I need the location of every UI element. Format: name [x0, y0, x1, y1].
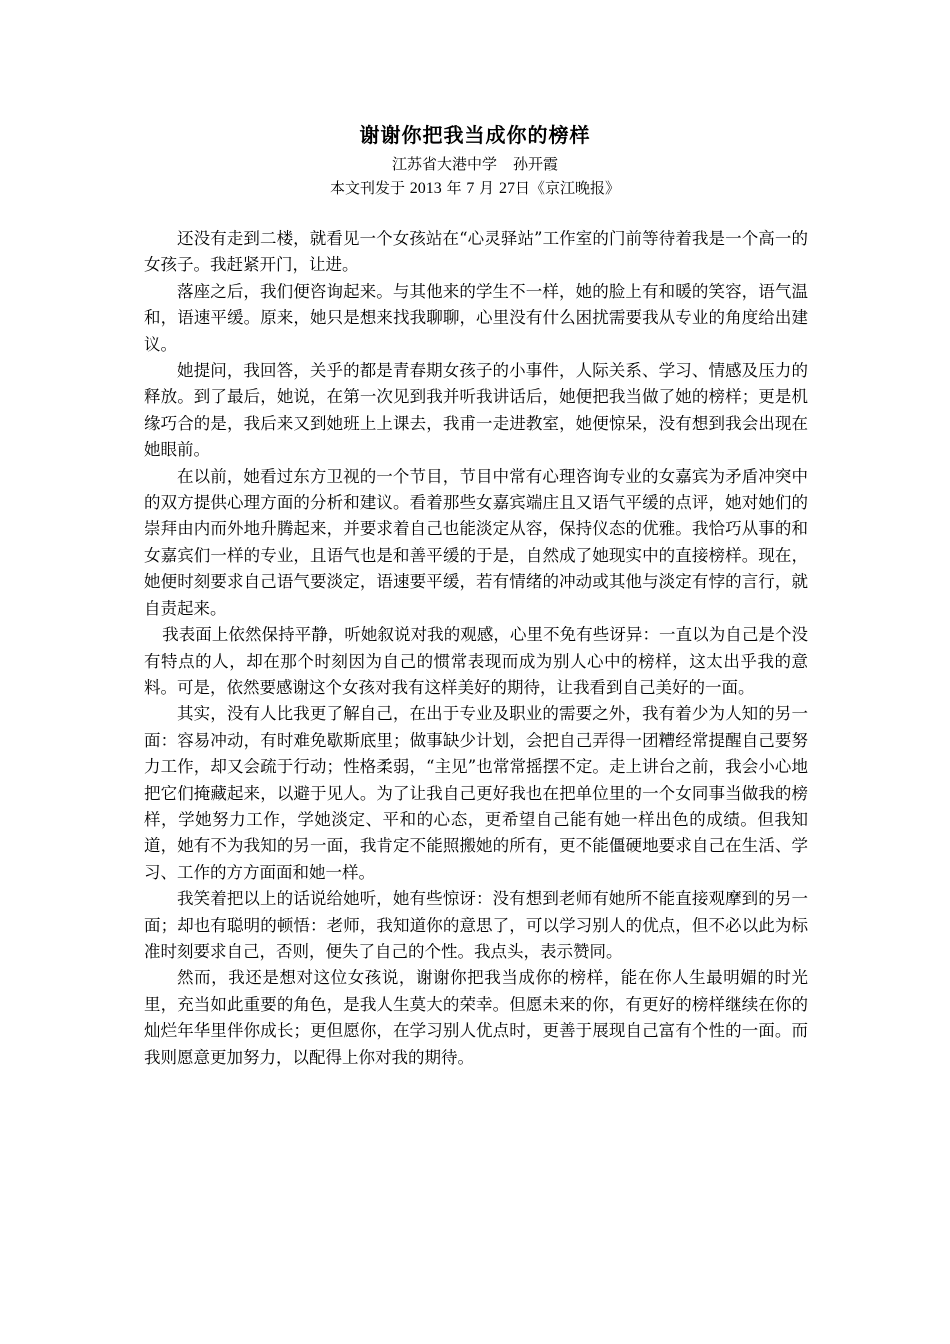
publication-month-unit: 月: [479, 179, 495, 197]
paragraph: 还没有走到二楼，就看见一个女孩站在“心灵驿站”工作室的门前等待着我是一个高一的女孩子。我赶紧开门，让进。: [144, 229, 808, 275]
author-name: 孙开霞: [513, 155, 559, 173]
publication-prefix: 本文刊发于: [330, 179, 406, 197]
publication-month: 7: [466, 180, 475, 197]
paragraph: 然而，我还是想对这位女孩说，谢谢你把我当成你的榜样，能在你人生最明媚的时光里，充当如此重要的角色，是我人生莫大的荣幸。但愿未来的你，有更好的榜样继续在你的灿烂年华里伴你成长；更但愿你，在学习别人优点时，更善于展现自己富有个性的一面。而我则愿意更加努力，以配得上你对我的期待。: [144, 968, 808, 1067]
paragraph: 落座之后，我们便咨询起来。与其他来的学生不一样，她的脸上有和暖的笑容，语气温和，语速平缓。原来，她只是想来找我聊聊，心里没有什么困扰需要我从专业的角度给出建议。: [144, 281, 808, 354]
publication-line: [0, 177, 950, 200]
publication-day: 27: [498, 180, 515, 197]
article-title: 谢谢你把我当成你的榜样: [359, 123, 591, 147]
paragraph: 其实，没有人比我更了解自己，在出于专业及职业的需要之外，我有着少为人知的另一面：容易冲动，有时难免歇斯底里；做事缺少计划，会把自己弄得一团糟经常提醒自己要努力工作，却又会疏于行动；性格柔弱，“主见”也常常摇摆不定。走上讲台之前，我会小心地把它们掩藏起来，以避于见人。为了让我自己更好我也在把单位里的一个女同事当做我的榜样，学她努力工作，学她淡定、平和的心态，更希望自己能有她一样出色的成绩。但我知道，她有不为我知的另一面，我肯定不能照搬她的所有，更不能僵硬地要求自己在生活、学习、工作的方方面面和她一样。: [144, 704, 808, 882]
publication-year-unit: 年: [446, 179, 462, 197]
publication-year: 2013: [409, 180, 442, 197]
paragraph: 我笑着把以上的话说给她听，她有些惊讶：没有想到老师有她所不能直接观摩到的另一面；却也有聪明的顿悟：老师，我知道你的意思了，可以学习别人的优点，但不必以此为标准时刻要求自己，否则，便失了自己的个性。我点头，表示赞同。: [144, 889, 808, 961]
paragraph: 她提问，我回答，关乎的都是青春期女孩子的小事件，人际关系、学习、情感及压力的释放。到了最后，她说，在第一次见到我并听我讲话后，她便把我当做了她的榜样；更是机缘巧合的是，我后来又到她班上上课去，我甫一走进教室，她便惊呆，没有想到我会出现在她眼前。: [144, 361, 808, 460]
publication-newspaper: 《京江晚报》: [529, 179, 620, 197]
paragraph: 我表面上依然保持平静，听她叙说对我的观感，心里不免有些讶异：一直以为自己是个没有特点的人，却在那个时刻因为自己的惯常表现而成为别人心中的榜样，这太出乎我的意料。可是，依然要感谢这个女孩对我有这样美好的期待，让我看到自己美好的一面。: [144, 625, 808, 697]
author-school: 江苏省大港中学: [391, 155, 497, 173]
publication-day-unit: 日: [514, 179, 530, 197]
article-body: [144, 226, 808, 1071]
author-line: [0, 153, 950, 175]
paragraph: 在以前，她看过东方卫视的一个节目，节目中常有心理咨询专业的女嘉宾为矛盾冲突中的双方提供心理方面的分析和建议。看着那些女嘉宾端庄且又语气平缓的点评，她对她们的崇拜由内而外地升腾起来，并要求着自己也能淡定从容，保持仪态的优雅。我恰巧从事的和女嘉宾们一样的专业，且语气也是和善平缓的于是，自然成了她现实中的直接榜样。现在，她便时刻要求自己语气要淡定，语速要平缓，若有情绪的冲动或其他与淡定有悖的言行，就自责起来。: [144, 466, 808, 618]
